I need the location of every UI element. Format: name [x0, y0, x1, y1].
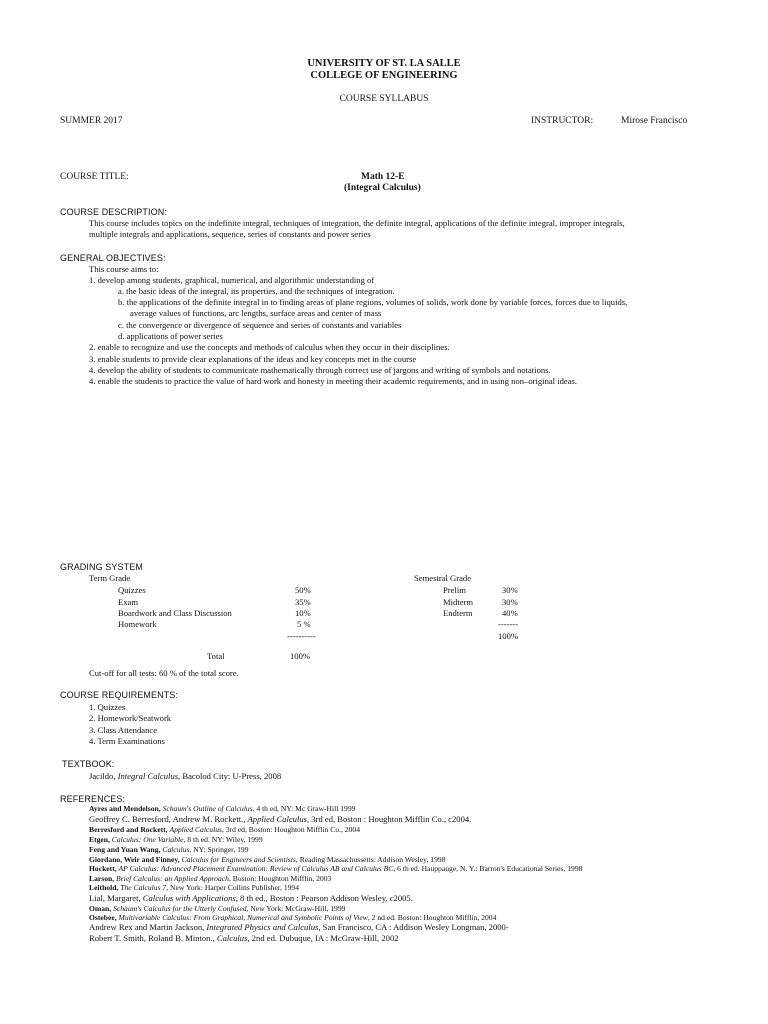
reference-item: Giordano, Weir and Finney, Calculus for Engineers and Scientists, Reading Massachussetts: Addison Wesley, 1998: [89, 855, 446, 864]
requirement-item: 3. Class Attendance: [89, 725, 158, 735]
reference-item: Ostebee, Multivariable Calculus: From Graphical, Numerical and Symbolic Points of View, 2 nd ed. Boston: Houghton Mifflin, 2004: [89, 913, 497, 922]
description-line-2: multiple integrals and applications, sequence, series of constants and power series: [89, 229, 371, 239]
university-name: UNIVERSITY OF ST. LA SALLE: [307, 58, 461, 69]
term-row-pct: 50%: [295, 585, 311, 595]
term-rule: ----------: [287, 631, 316, 641]
term-row-name: Exam: [118, 597, 139, 607]
term-row-name: Homework: [118, 619, 157, 629]
semestral-grade-label: Semestral Grade: [414, 573, 472, 583]
reference-item: Oman, Schaum's Calculus for the Utterly Confused, New York: McGraw-Hill, 1999: [89, 904, 346, 913]
sem-rule: -------: [498, 619, 519, 629]
reference-item: Geoffrey C. Berresford, Andrew M. Rockett., Applied Calculus, 3rd ed, Boston : Houghton Mifflin Co., c2004.: [89, 814, 472, 824]
sem-row-name: Prelim: [443, 585, 466, 595]
course-code: Math 12-E: [361, 172, 405, 182]
description-heading: COURSE DESCRIPTION:: [60, 207, 167, 217]
reference-item: Feng and Yuan Wang, Calculus, NY: Springer, 199: [89, 845, 249, 854]
objective-item-1c: c. the convergence or divergence of sequence and series of constants and variables: [118, 320, 402, 330]
sem-row-pct: 30%: [502, 585, 518, 595]
requirement-item: 1. Quizzes: [89, 702, 126, 712]
references-heading: REFERENCES:: [60, 794, 126, 804]
sem-total: 100%: [498, 631, 519, 641]
reference-item: Ayres and Mendelson, Schaum's Outline of Calculus, 4 th ed, NY: Mc Graw-Hill 1999: [89, 804, 356, 813]
reference-item: Robert T. Smith, Roland B. Minton., Calculus, 2nd ed. Dubuque, IA : McGraw-Hill, 2002: [89, 933, 399, 943]
total-label: Total: [207, 651, 225, 661]
term-grade-label: Term Grade: [89, 573, 131, 583]
objective-item-1a: a. the basic ideas of the integral, its properties, and the techniques of integration.: [118, 286, 395, 296]
term-label: SUMMER 2017: [60, 116, 123, 126]
total-value: 100%: [290, 651, 311, 661]
objective-item-3: 3. enable students to provide clear explanations of the ideas and key concepts met in the course: [89, 354, 417, 364]
sem-row-pct: 30%: [502, 597, 518, 607]
reference-item: Berresford and Rockett, Applied Calculus, 3rd ed, Boston: Houghton Mifflin Co., 2004: [89, 825, 360, 834]
term-row-name: Quizzes: [118, 585, 146, 595]
reference-item: Lial, Margaret, Calculus with Applications, 8 th ed., Boston : Pearson Addison Wesley, c2005.: [89, 893, 413, 903]
term-row-name: Boardwork and Class Discussion: [118, 608, 232, 618]
objective-item-4: 4. develop the ability of students to communicate mathematically through correct use of jargons and writing of symbols and notations.: [89, 365, 551, 375]
instructor-name: Mirose Francisco: [621, 116, 688, 126]
reference-item: Andrew Rex and Martin Jackson, Integrated Physics and Calculus, San Francisco, CA : Addison Wesley Longman, 2000-: [89, 922, 509, 932]
course-title-label: COURSE TITLE:: [60, 172, 129, 182]
objective-item-1b: b. the applications of the definite integral in to finding areas of plane regions, volumes of solids, work done by variable forces, forces due to liquids,: [118, 297, 628, 307]
objectives-heading: GENERAL OBJECTIVES:: [60, 253, 166, 263]
grading-heading: GRADING SYSTEM: [60, 562, 143, 572]
reference-item: Etgen, Calculus: One Variable, 8 th ed. NY: Wiley, 1999: [89, 835, 263, 844]
objective-item-1: 1. develop among students, graphical, numerical, and algorithmic understanding of: [89, 275, 375, 285]
term-row-pct: 5 %: [297, 619, 311, 629]
description-line-1: This course includes topics on the indefinite integral, techniques of integration, the definite integral, applications of the definite integral, improper integrals,: [89, 218, 625, 228]
objective-item-5: 4. enable the students to practice the value of hard work and honesty in meeting their academic requirements, and in using non–original ideas.: [89, 376, 578, 386]
sem-row-name: Midterm: [443, 597, 474, 607]
term-row-pct: 35%: [295, 597, 311, 607]
objective-item-2: 2. enable to recognize and use the concepts and methods of calculus when they occur in their disciplines.: [89, 342, 450, 352]
cutoff-note: Cut-off for all tests: 60 % of the total score.: [89, 668, 239, 678]
reference-item: Larson, Brief Calculus: an Applied Approach, Boston: Houghton Mifflin, 2003: [89, 874, 332, 883]
textbook-entry: Jacildo, Integral Calculus, Bacolod City: U-Press, 2008: [89, 771, 282, 781]
textbook-heading: TEXTBOOK:: [62, 759, 115, 769]
sem-row-pct: 40%: [502, 608, 518, 618]
requirement-item: 4. Term Examinations: [89, 736, 165, 746]
objective-item-1b-cont: average values of functions, arc lengths, surface areas and center of mass: [130, 308, 382, 318]
requirement-item: 2. Homework/Seatwork: [89, 713, 172, 723]
requirements-heading: COURSE REQUIREMENTS:: [60, 690, 179, 700]
college-name: COLLEGE OF ENGINEERING: [310, 70, 458, 81]
term-row-pct: 10%: [295, 608, 311, 618]
course-name: (Integral Calculus): [344, 183, 421, 193]
sem-row-name: Endterm: [443, 608, 473, 618]
reference-item: Hockett, AP Calculus: Advanced Placement Examination: Review of Calculus AB and Calculus BC, 6 th ed. Hauppauge, N. Y.: Barron's Educational Series, 1998: [89, 864, 583, 873]
instructor-label: INSTRUCTOR:: [531, 116, 594, 126]
document-title: COURSE SYLLABUS: [339, 94, 429, 104]
objectives-intro: This course aims to:: [89, 264, 159, 274]
reference-item: Leithold, The Calculus 7, New York: Harper Collins Publisher, 1994: [89, 883, 300, 892]
objective-item-1d: d. applications of power series: [118, 331, 223, 341]
